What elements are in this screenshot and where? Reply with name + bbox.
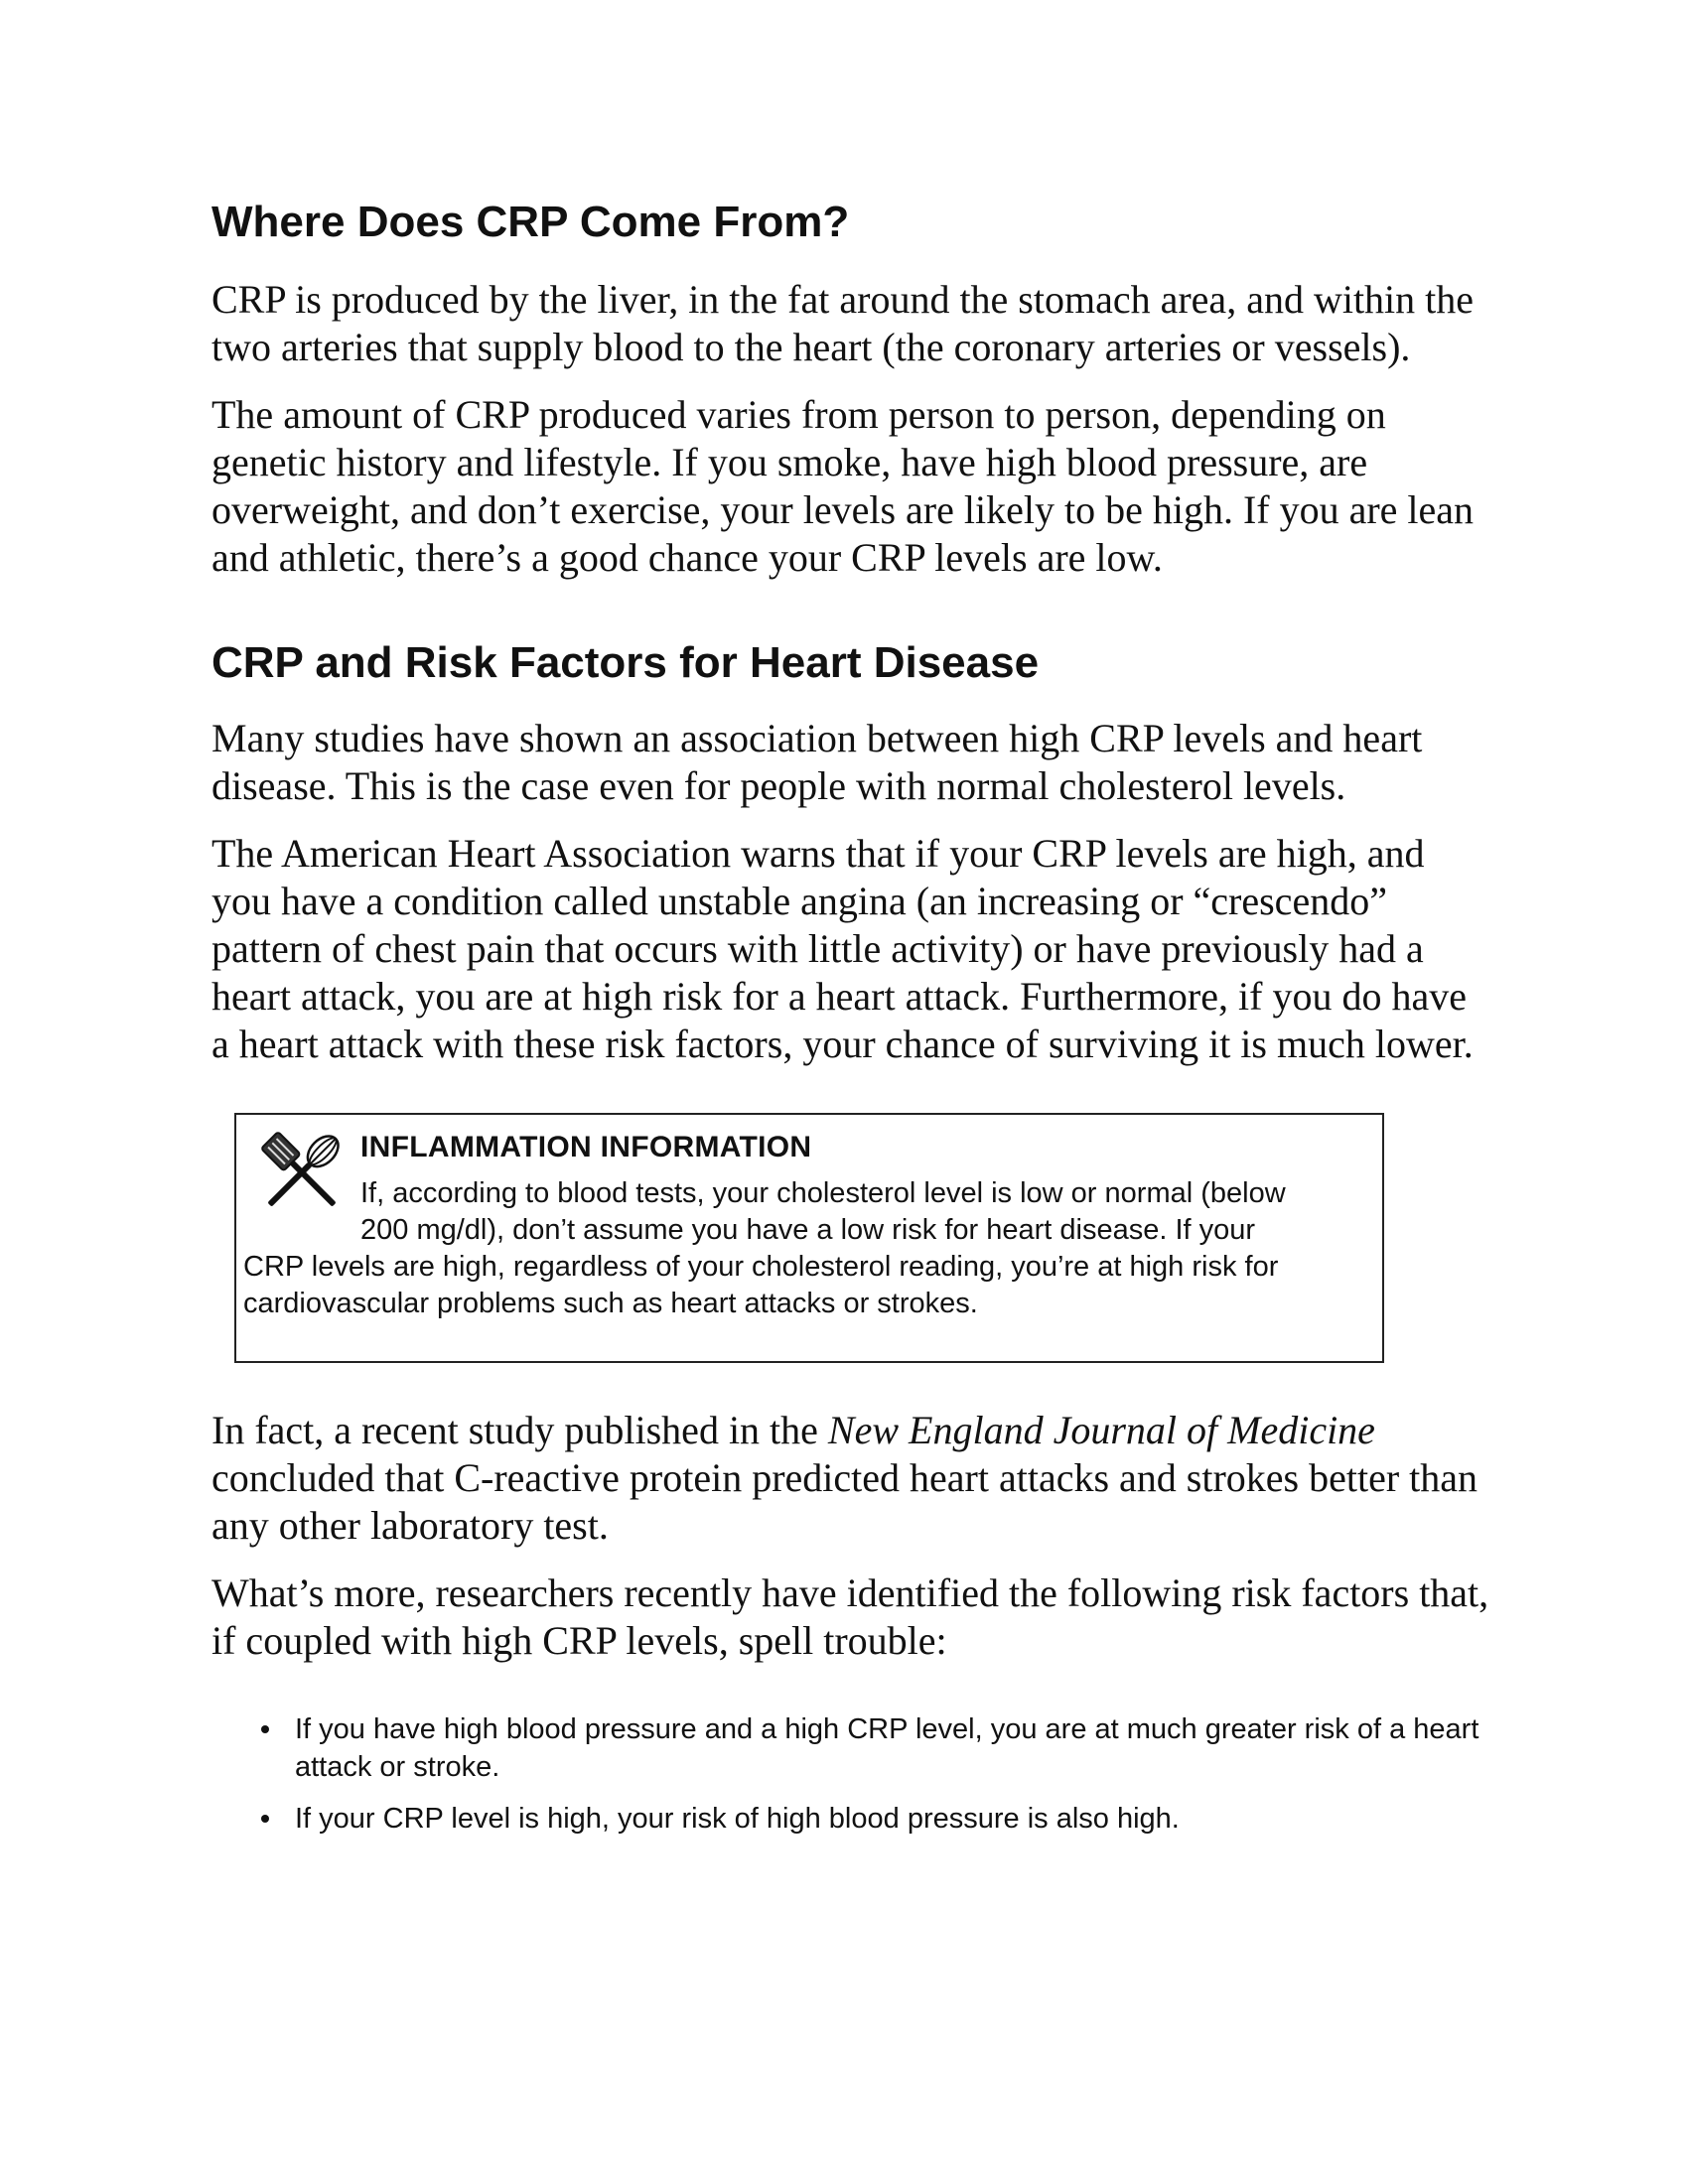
paragraph-studies-association: Many studies have shown an association between high CRP levels and heart disease. This is the case even for people with normal cholesterol levels. [211, 716, 1423, 808]
bullet-icon [261, 1815, 269, 1823]
paragraph-crp-variation: The amount of CRP produced varies from person to person, depending on genetic history and lifestyle. If you smoke, have high blood pressure, are overweight, and don’t exercise, your levels are likely to be high. If you are lean and athletic, there’s a good chance your CRP levels are low. [211, 392, 1475, 580]
info-box-title: INFLAMMATION INFORMATION [360, 1131, 812, 1163]
section-heading-risk-factors: CRP and Risk Factors for Heart Disease [211, 638, 1040, 687]
paragraph-nejm-study [211, 1407, 1492, 1550]
list-item-text: If your CRP level is high, your risk of high blood pressure is also high. [295, 1803, 1180, 1835]
paragraph-aha-warning: The American Heart Association warns that if your CRP levels are high, and you have a condition called unstable angina (an increasing or “crescendo” pattern of chest pain that occurs with little activity) or have previously had a heart attack, you are at high risk for a heart attack. Furthermore, if you do have a heart attack with these risk factors, your chance of surviving it is much lower. [211, 831, 1474, 1066]
info-box-text-line1: If, according to blood tests, your cholesterol level is low or normal (below [360, 1177, 1286, 1209]
nejm-text-after: concluded that C-reactive protein predicted heart attacks and strokes better than any other laboratory test. [211, 1455, 1478, 1548]
list-item [211, 1710, 1492, 1786]
info-box-text-rest: CRP levels are high, regardless of your cholesterol reading, you’re at high risk for cardiovascular problems such as heart attacks or strokes. [243, 1251, 1279, 1319]
paragraph-risk-factors-intro: What’s more, researchers recently have identified the following risk factors that, if coupled with high CRP levels, spell trouble: [211, 1570, 1489, 1663]
paragraph-crp-production: CRP is produced by the liver, in the fat around the stomach area, and within the two arteries that supply blood to the heart (the coronary arteries or vessels). [211, 277, 1475, 369]
info-box-text-line2: 200 mg/dl), don’t assume you have a low risk for heart disease. If your [360, 1214, 1256, 1246]
list-item-text: If you have high blood pressure and a high CRP level, you are at much greater risk of a heart attack or stroke. [295, 1713, 1479, 1783]
risk-factor-list [211, 1710, 1492, 1838]
bullet-icon [261, 1725, 269, 1733]
list-item [211, 1800, 1492, 1838]
section-heading-crp-origin: Where Does CRP Come From? [211, 198, 850, 246]
document-page [211, 197, 1492, 1851]
journal-title: New England Journal of Medicine [827, 1408, 1375, 1452]
nejm-text-before: In fact, a recent study published in the [211, 1408, 828, 1452]
info-box-text [243, 1175, 1368, 1322]
inflammation-info-box [234, 1113, 1384, 1363]
